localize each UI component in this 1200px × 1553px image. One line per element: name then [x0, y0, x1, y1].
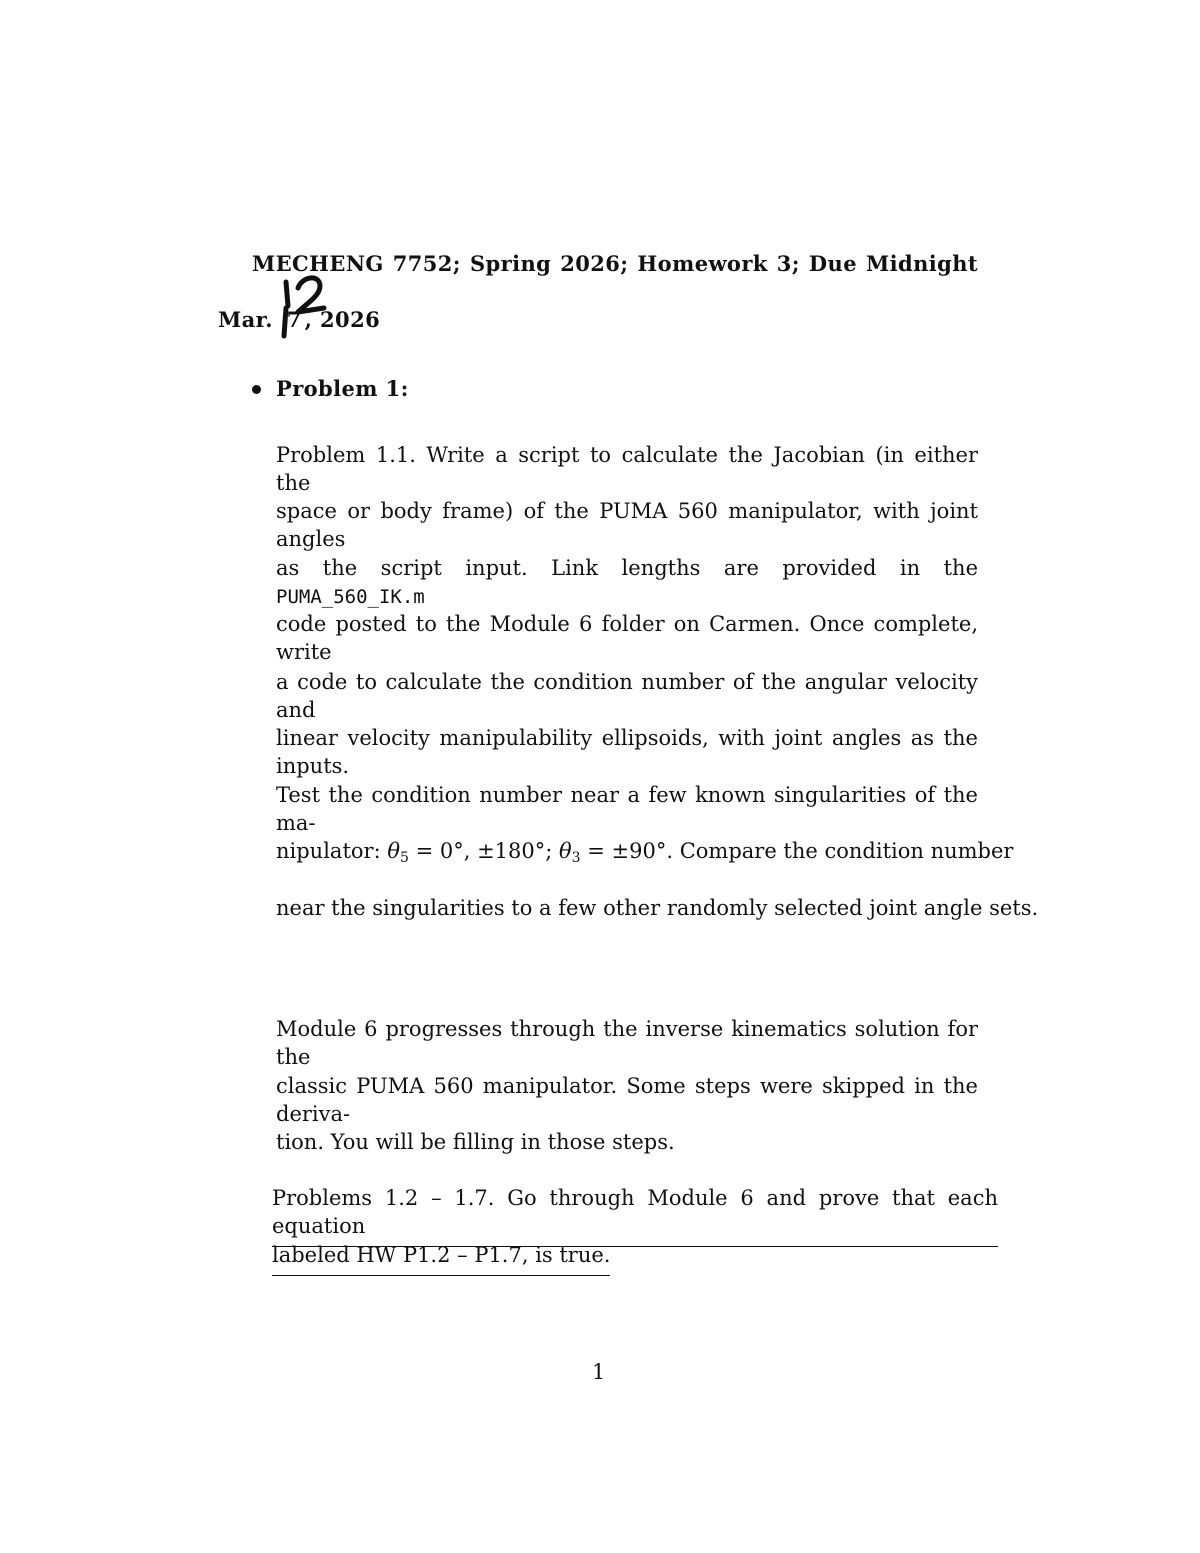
p1-line-4-text: code posted to the Module 6 folder on Carmen. Once complete, write — [276, 612, 978, 664]
p1-line-4 — [276, 610, 978, 666]
page-number-text: 1 — [592, 1360, 606, 1384]
p2-line-3 — [276, 1128, 675, 1156]
p1-line-6-text: linear velocity manipulability ellipsoids, with joint angles as the inputs. — [276, 726, 978, 778]
underlined-instruction-1 — [272, 1184, 998, 1247]
page-number — [592, 1358, 605, 1386]
p1-line-1-text: Problem 1.1. Write a script to calculate the Jacobian (in either the — [276, 443, 978, 495]
code-filename: PUMA_560_IK.m — [276, 586, 425, 608]
underlined-instruction-2 — [272, 1241, 610, 1276]
p2-line-1-text: Module 6 progresses through the inverse kinematics solution for the — [276, 1017, 978, 1069]
date-old-day: 7 — [286, 307, 302, 332]
bullet-icon — [252, 385, 261, 394]
header-title — [252, 250, 978, 278]
problem-heading — [276, 375, 409, 403]
underlined-line-1-text: Problems 1.2 – 1.7. Go through Module 6 and prove that each equation — [272, 1186, 998, 1238]
date-suffix: , 2026 — [304, 307, 381, 332]
handwritten-date-correction — [276, 272, 336, 342]
date-prefix: Mar. — [218, 307, 273, 332]
p1-line-8-text: nipulator: — [276, 839, 388, 863]
problem-heading-text: Problem 1: — [276, 376, 409, 401]
p1-line-9 — [276, 894, 1038, 922]
cond-theta5: = 0°, ±180°; — [408, 839, 559, 863]
p1-line-2 — [276, 497, 978, 553]
cond-theta3: = ±90°. Compare the condition number — [580, 839, 1014, 863]
p1-line-7 — [276, 781, 978, 837]
p1-line-5 — [276, 668, 978, 724]
underlined-line-2-text: labeled HW P1.2 – P1.7, is true. — [272, 1243, 611, 1267]
p1-line-3-text: as the script input. Link lengths are provided in the — [276, 556, 978, 580]
p1-line-7-text: Test the condition number near a few known singularities of the ma- — [276, 783, 978, 835]
p1-line-9-text: near the singularities to a few other randomly selected joint angle sets. — [276, 896, 1039, 920]
p2-line-3-text: tion. You will be filling in those steps. — [276, 1130, 675, 1154]
p1-line-6 — [276, 724, 978, 780]
p1-line-5-text: a code to calculate the condition number of the angular velocity and — [276, 670, 978, 722]
theta-3: $\theta_3$ — [559, 839, 581, 866]
theta-5: $\theta_5$ — [387, 839, 409, 866]
header-title-text: MECHENG 7752; Spring 2026; Homework 3; Due Midnight — [252, 251, 978, 276]
p2-line-2-text: classic PUMA 560 manipulator. Some steps were skipped in the deriva- — [276, 1074, 978, 1126]
p1-line-3 — [276, 554, 978, 611]
p1-line-8 — [276, 837, 1013, 872]
p2-line-1 — [276, 1015, 978, 1071]
p1-line-2-text: space or body frame) of the PUMA 560 manipulator, with joint angles — [276, 499, 978, 551]
p2-line-2 — [276, 1072, 978, 1128]
p1-line-1 — [276, 441, 978, 497]
